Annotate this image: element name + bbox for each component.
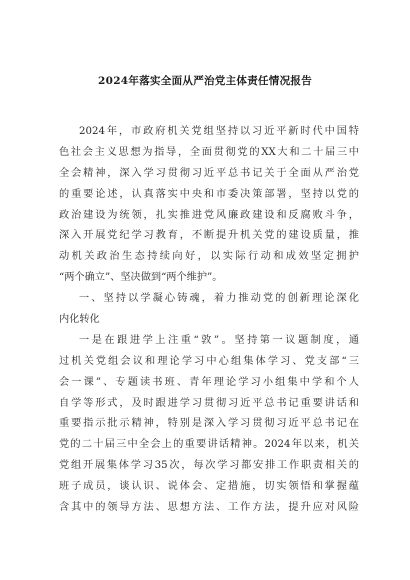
text-line: 一是在跟进学上注重“敦”。坚持第一议题制度，通: [79, 334, 359, 346]
document-title: 2024年落实全面从严治党主体责任情况报告: [97, 75, 313, 87]
text-line: 深入开展党纪学习教育，不断提升机关党的建设质量，推: [59, 230, 359, 242]
text-line: 会一课”、专题读书班、青年理论学习小组集中学和个人: [59, 376, 359, 388]
document-body: [59, 122, 359, 519]
text-line: 党的二十届三中全会上的重要讲话精神。2024年以来，机关: [59, 439, 359, 451]
text-line: 过机关党组会议和理论学习中心组集体学习、党支部“三: [59, 355, 359, 367]
text-line: 重要指示批示精神，特别是深入学习贯彻习近平总书记在: [59, 418, 359, 430]
text-line: 的重要论述，认真落实中央和市委决策部署，坚持以党的: [59, 188, 359, 200]
text-line: 色社会主义思想为指导，全面贯彻党的XX大和二十届三中: [59, 146, 359, 158]
text-line: “两个确立”、坚决做到“两个维护”。: [59, 272, 223, 284]
text-line: 2024年，市政府机关党组坚持以习近平新时代中国特: [79, 126, 359, 137]
text-line: 班子成员，谈认识、说体会、定措施，切实领悟和掌握蕴: [59, 481, 359, 493]
text-line: 全会精神，深入学习贯彻习近平总书记关于全面从严治党: [59, 167, 359, 179]
text-line: 含其中的领导方法、思想方法、工作方法，提升应对风险: [59, 502, 359, 514]
text-line: 党组开展集体学习35次，每次学习都安排工作职责相关的: [59, 460, 359, 472]
text-line: 动机关政治生态持续向好，以实际行动和成效坚定拥护: [59, 251, 359, 263]
text-line: 自学等形式，及时跟进学习贯彻习近平总书记重要讲话和: [59, 397, 359, 409]
text-line: 政治建设为统领，扎实推进党风廉政建设和反腐败斗争，: [59, 209, 359, 221]
text-line: 内化转化: [59, 314, 100, 326]
text-line: 一、坚持以学凝心铸魂，着力推动党的创新理论深化: [79, 293, 359, 305]
